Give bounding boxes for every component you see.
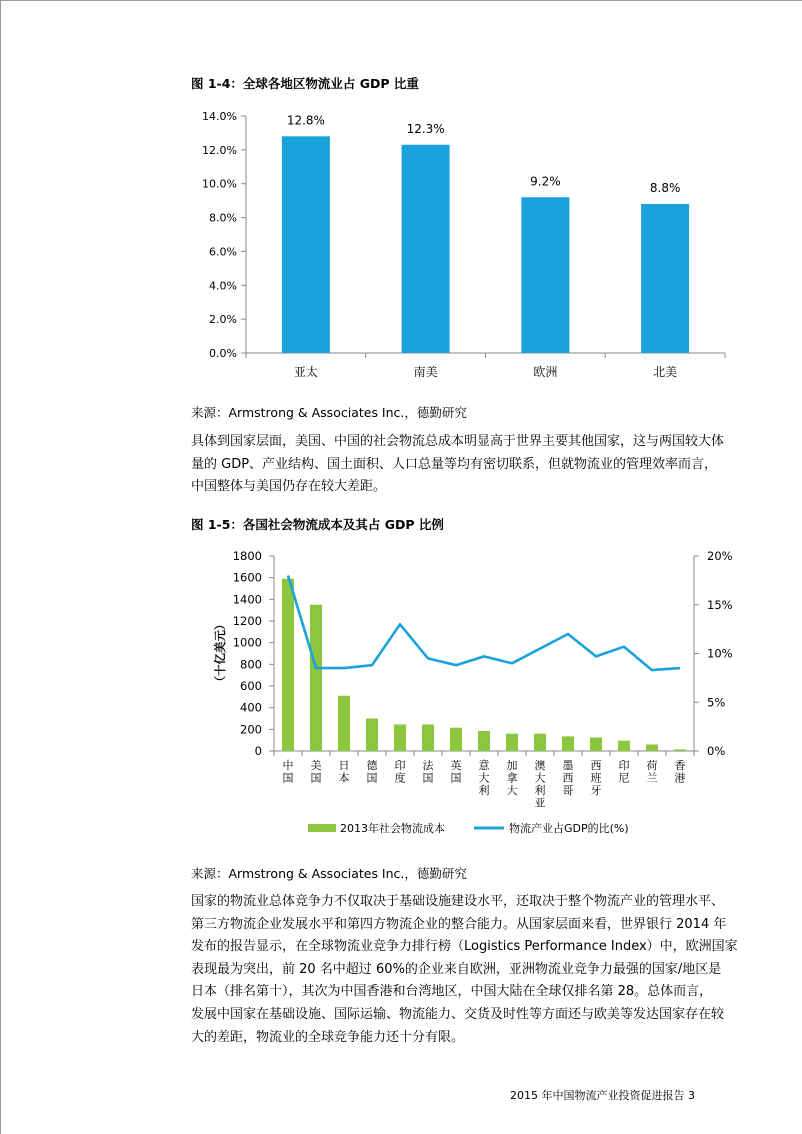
x-tick-label: 美国 — [310, 759, 322, 785]
bar-6 — [422, 724, 434, 751]
page-border-left — [0, 0, 1, 1134]
bar-9 — [506, 734, 518, 751]
y-tick-label: 8.0% — [209, 211, 237, 225]
x-tick-label: 中国 — [282, 759, 294, 785]
y-tick-label-left: 600 — [240, 679, 262, 693]
bar-11 — [562, 736, 574, 751]
paragraph-1-line: 中国整体与美国仍存在较大差距。 — [191, 479, 387, 495]
y-tick-label-right: 0% — [707, 744, 726, 758]
bar-2 — [402, 145, 450, 353]
x-tick-label: 日本 — [338, 759, 350, 785]
paragraph-2-line: 日本（排名第十），其次为中国香港和台湾地区，中国大陆在全球仅排名第 28。总体而言， — [191, 984, 713, 1000]
bar-2 — [310, 605, 322, 751]
bar-13 — [618, 741, 630, 751]
bar-7 — [450, 728, 462, 751]
figure-1-4-title: 图 1-4：全球各地区物流业占 GDP 比重 — [191, 76, 419, 91]
x-tick-label: 英国 — [450, 759, 462, 785]
y-tick-label-right: 20% — [707, 549, 733, 563]
bar-14 — [646, 745, 658, 752]
paragraph-1-line: 具体到国家层面，美国、中国的社会物流总成本明显高于世界主要其他国家，这与两国较大体 — [191, 434, 725, 449]
y-tick-label: 2.0% — [209, 313, 237, 327]
y-tick-label: 6.0% — [209, 245, 237, 259]
x-tick-label: 澳大利亚 — [534, 759, 546, 810]
paragraph-2-line: 国家的物流业总体竞争力不仅取决于基础设施建设水平，还取决于整个物流产业的管理水平、 — [191, 894, 725, 909]
bar-3 — [521, 197, 569, 353]
x-tick-label: 意大利 — [478, 759, 490, 797]
y-tick-label-left: 800 — [240, 657, 262, 672]
legend-swatch-bar — [308, 824, 336, 832]
y-tick-label-right: 15% — [707, 597, 733, 612]
y-tick-label: 4.0% — [209, 279, 237, 293]
bar-12 — [590, 737, 602, 751]
data-label: 8.8% — [649, 181, 681, 196]
data-label: 12.8% — [286, 113, 325, 128]
bar-3 — [338, 696, 350, 751]
y-tick-label-left: 1600 — [232, 570, 262, 585]
chart-region-gdp-share — [180, 100, 740, 390]
x-tick-label: 法国 — [422, 759, 434, 785]
x-tick-label: 印度 — [394, 759, 406, 785]
x-tick-label: 欧洲 — [533, 365, 558, 379]
paragraph-2 — [191, 891, 761, 1049]
data-label: 12.3% — [406, 121, 445, 136]
bar-4 — [641, 204, 689, 353]
legend-label-line: 物流产业占GDP的比(%) — [509, 822, 629, 835]
x-tick-label: 香港 — [674, 759, 686, 785]
y-tick-label-left: 400 — [240, 700, 262, 715]
x-tick-label: 印尼 — [618, 759, 630, 785]
x-tick-label: 荷兰 — [646, 759, 658, 785]
page-footer: 2015 年中国物流产业投资促进报告 3 — [510, 1089, 695, 1102]
figure-1-4-source: 来源：Armstrong & Associates Inc.，德勤研究 — [191, 405, 467, 420]
legend-label-bar: 2013年社会物流成本 — [340, 822, 445, 835]
bar-8 — [478, 731, 490, 751]
y-tick-label-left: 0 — [254, 744, 262, 758]
bar-10 — [534, 734, 546, 751]
line-series-gdp-ratio — [288, 576, 680, 671]
chart-country-logistics-cost — [180, 540, 760, 845]
y-axis-title: （十亿美元） — [213, 618, 227, 688]
paragraph-2-line: 发展中国家在基础设施、国际运输、物流能力、交货及时性等方面还与欧美等发达国家存在较 — [191, 1006, 725, 1022]
x-tick-label: 西班牙 — [590, 759, 602, 797]
x-tick-label: 墨西哥 — [562, 759, 574, 797]
paragraph-2-line: 大的差距，物流业的全球竞争能力还十分有限。 — [191, 1029, 465, 1045]
figure-1-5-source: 来源：Armstrong & Associates Inc.，德勤研究 — [191, 866, 467, 881]
bar-5 — [394, 724, 406, 751]
x-tick-label: 北美 — [653, 365, 678, 379]
x-tick-label: 加拿大 — [506, 759, 518, 797]
data-label: 9.2% — [530, 174, 561, 189]
paragraph-1 — [191, 431, 761, 499]
figure-1-5-title: 图 1-5：各国社会物流成本及其占 GDP 比例 — [191, 517, 444, 532]
y-tick-label: 0.0% — [209, 347, 237, 360]
y-tick-label-left: 1400 — [232, 592, 262, 607]
paragraph-2-line: 第三方物流企业发展水平和第四方物流企业的整合能力。从国家层面来看，世界银行 2014 年 — [191, 916, 727, 932]
x-tick-label: 南美 — [413, 365, 438, 379]
paragraph-2-line: 表现最为突出，前 20 名中超过 60%的企业来自欧洲，亚洲物流业竞争力最强的国家/地区是 — [191, 961, 722, 977]
y-tick-label: 10.0% — [202, 177, 237, 191]
y-tick-label-left: 1000 — [232, 635, 262, 650]
page-border-top — [0, 0, 802, 1]
y-tick-label-left: 1800 — [232, 549, 262, 563]
y-tick-label-left: 200 — [240, 722, 262, 737]
y-tick-label: 12.0% — [202, 143, 237, 157]
y-tick-label-right: 5% — [707, 695, 726, 710]
x-tick-label: 德国 — [366, 759, 378, 785]
paragraph-2-line: 发布的报告显示，在全球物流业竞争力排行榜（Logistics Performance Index）中，欧洲国家 — [191, 939, 738, 955]
x-tick-label: 亚太 — [293, 365, 318, 379]
y-tick-label-right: 10% — [707, 646, 733, 661]
bar-15 — [674, 749, 686, 751]
bar-1 — [282, 579, 294, 751]
bar-4 — [366, 719, 378, 752]
y-tick-label-left: 1200 — [232, 614, 262, 628]
paragraph-1-line: 量的 GDP、产业结构、国土面积、人口总量等均有密切联系，但就物流业的管理效率而言， — [191, 456, 718, 472]
y-tick-label: 14.0% — [202, 110, 237, 123]
bar-1 — [282, 136, 330, 353]
